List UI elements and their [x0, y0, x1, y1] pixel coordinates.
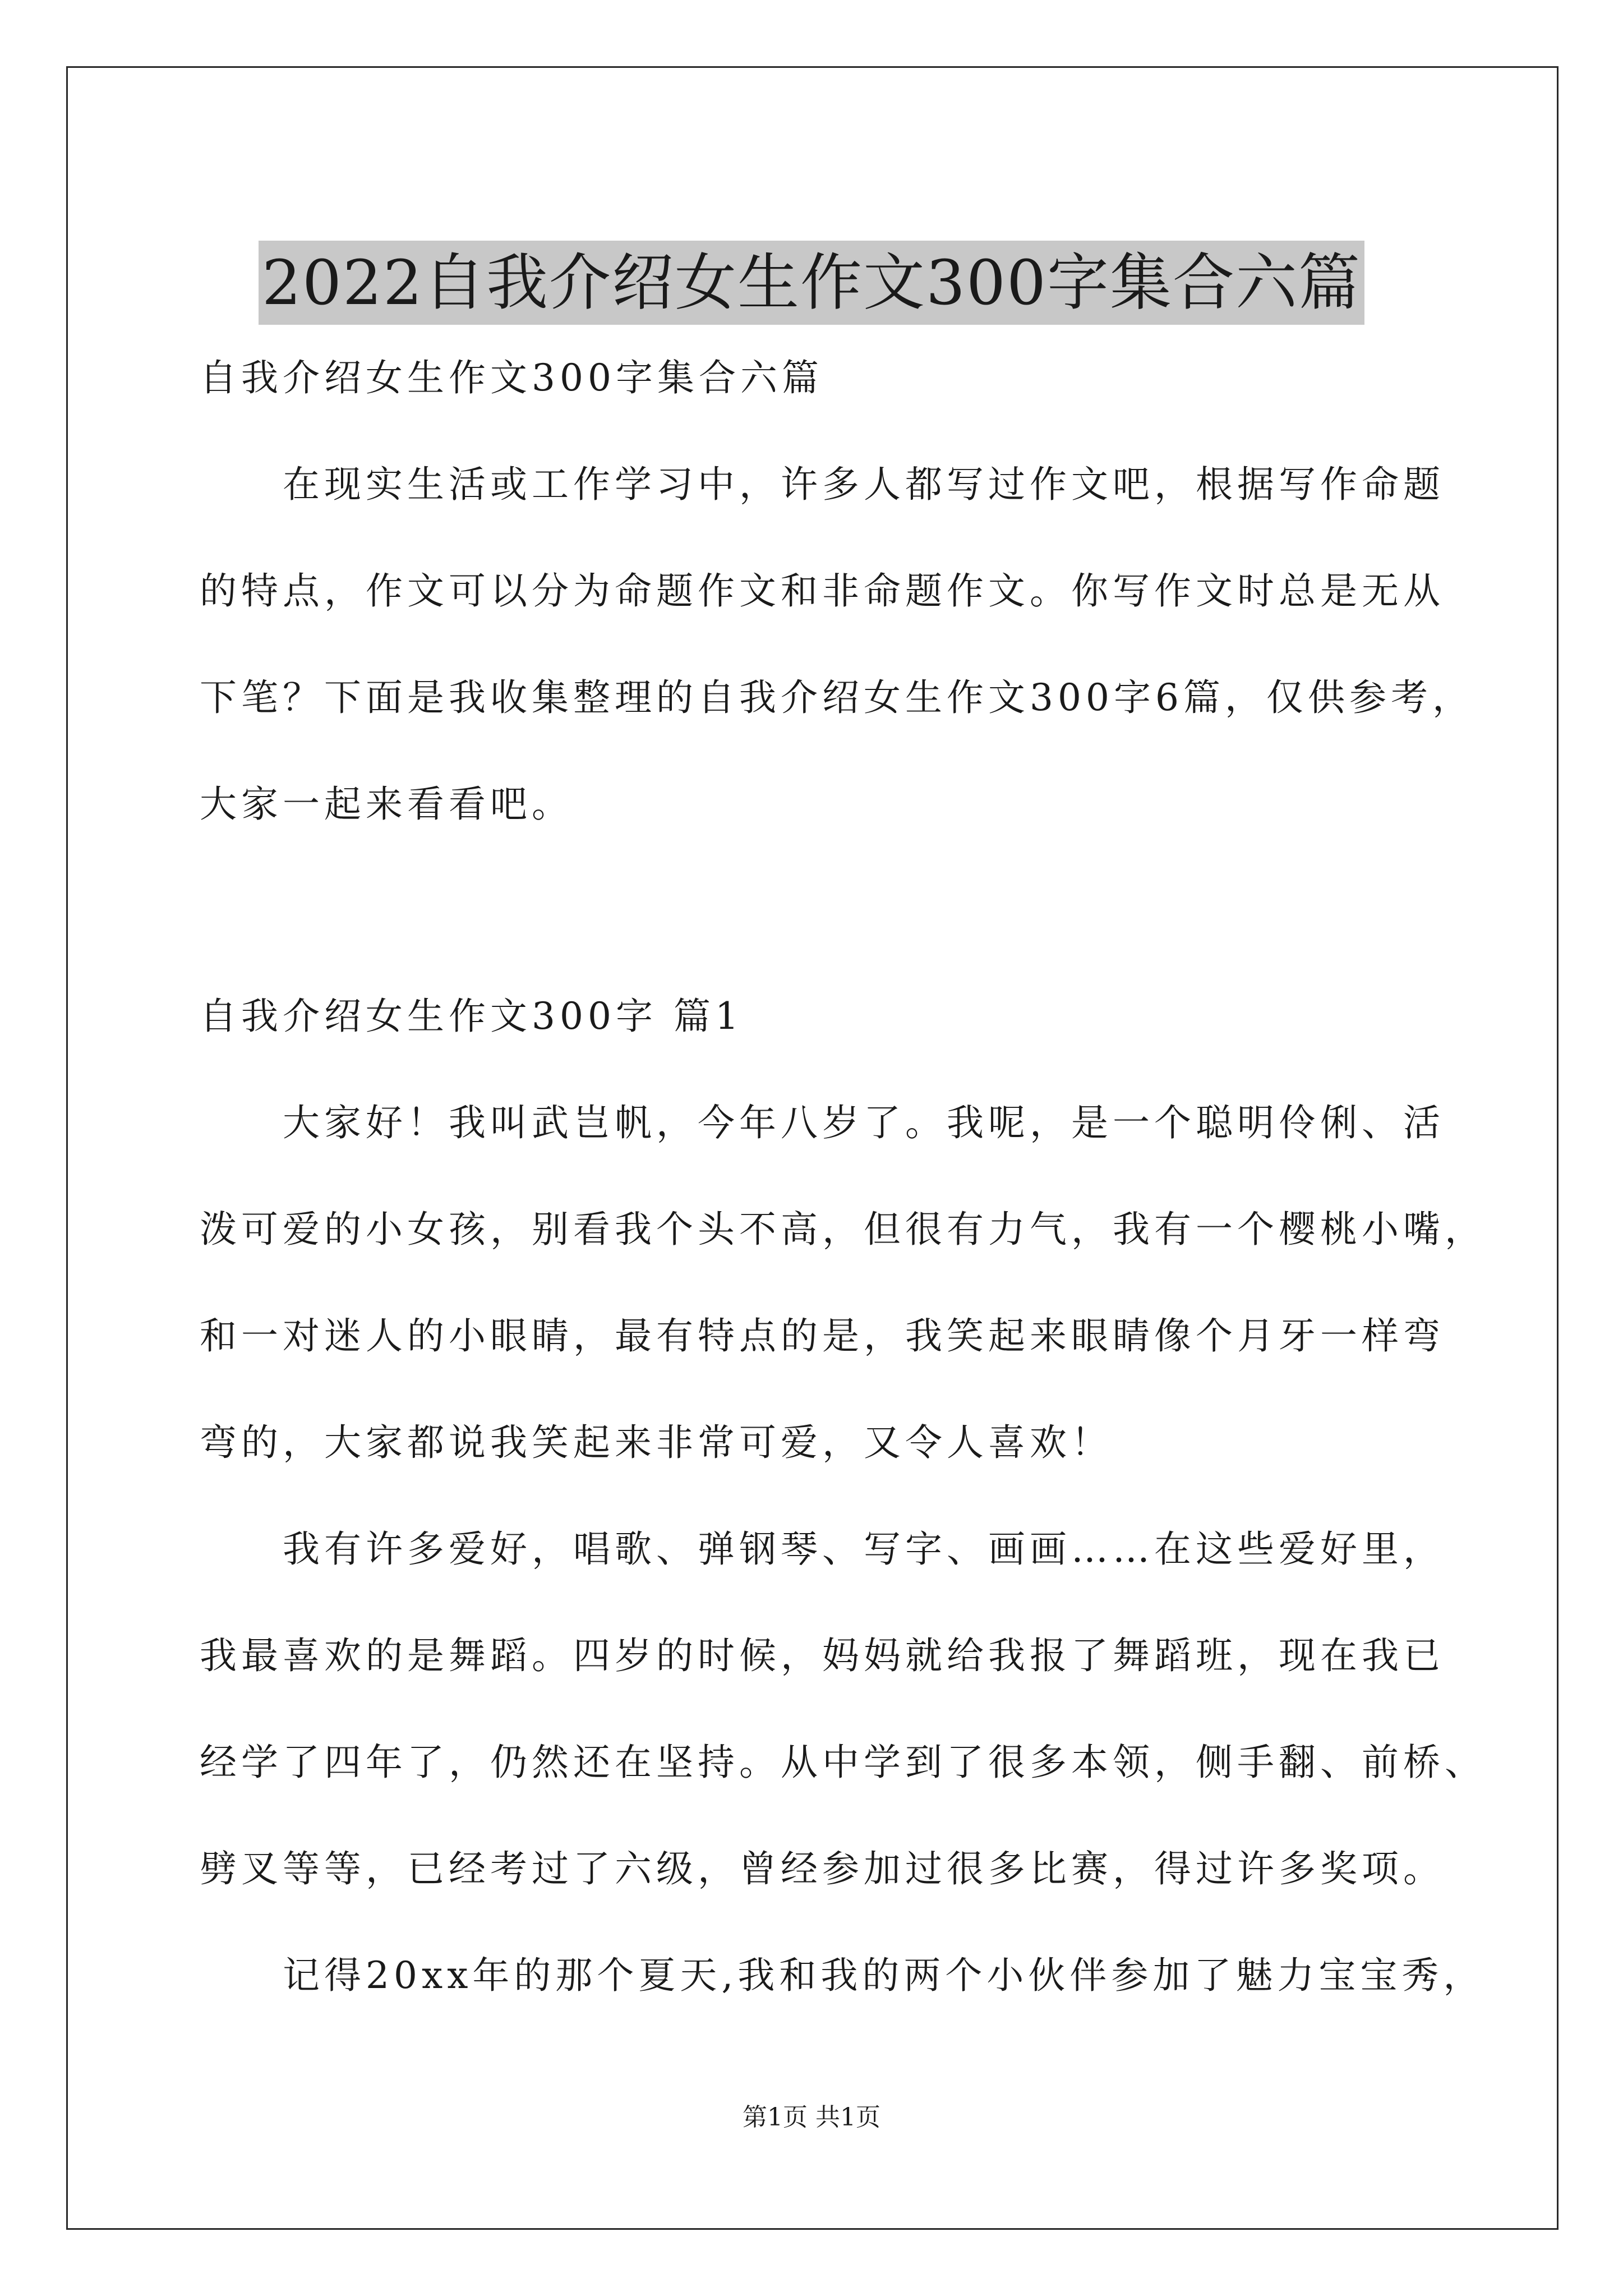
intro-line: 下笔？下面是我收集整理的自我介绍女生作文300字6篇，仅供参考，	[200, 676, 1474, 719]
section-heading: 自我介绍女生作文300字 篇1	[200, 995, 743, 1038]
paragraph-line: 泼可爱的小女孩，别看我个头不高，但很有力气，我有一个樱桃小嘴，	[200, 1208, 1486, 1251]
subtitle: 自我介绍女生作文300字集合六篇	[200, 356, 823, 399]
intro-line: 在现实生活或工作学习中，许多人都写过作文吧，根据写作命题	[283, 463, 1445, 506]
paragraph-line: 劈叉等等，已经考过了六级，曾经参加过很多比赛，得过许多奖项。	[200, 1847, 1445, 1890]
paragraph-line: 我有许多爱好，唱歌、弹钢琴、写字、画画……在这些爱好里，	[283, 1527, 1445, 1571]
paragraph-line: 记得20xx年的那个夏天,我和我的两个小伙伴参加了魅力宝宝秀，	[283, 1954, 1485, 1997]
paragraph-line: 和一对迷人的小眼睛，最有特点的是，我笑起来眼睛像个月牙一样弯	[200, 1314, 1445, 1358]
paragraph-line: 我最喜欢的是舞蹈。四岁的时候，妈妈就给我报了舞蹈班，现在我已	[200, 1634, 1445, 1677]
paragraph-line: 经学了四年了，仍然还在坚持。从中学到了很多本领，侧手翻、前桥、	[200, 1741, 1486, 1784]
paragraph-line: 大家好！我叫武岂帆，今年八岁了。我呢，是一个聪明伶俐、活	[283, 1101, 1445, 1144]
paragraph-line: 弯的，大家都说我笑起来非常可爱，又令人喜欢！	[200, 1421, 1113, 1464]
intro-line: 的特点，作文可以分为命题作文和非命题作文。你写作文时总是无从	[200, 569, 1445, 613]
intro-line: 大家一起来看看吧。	[200, 783, 573, 826]
document-title: 2022自我介绍女生作文300字集合六篇	[259, 241, 1364, 325]
page-footer: 第1页 共1页	[743, 2103, 880, 2132]
document-body	[200, 303, 1486, 1998]
